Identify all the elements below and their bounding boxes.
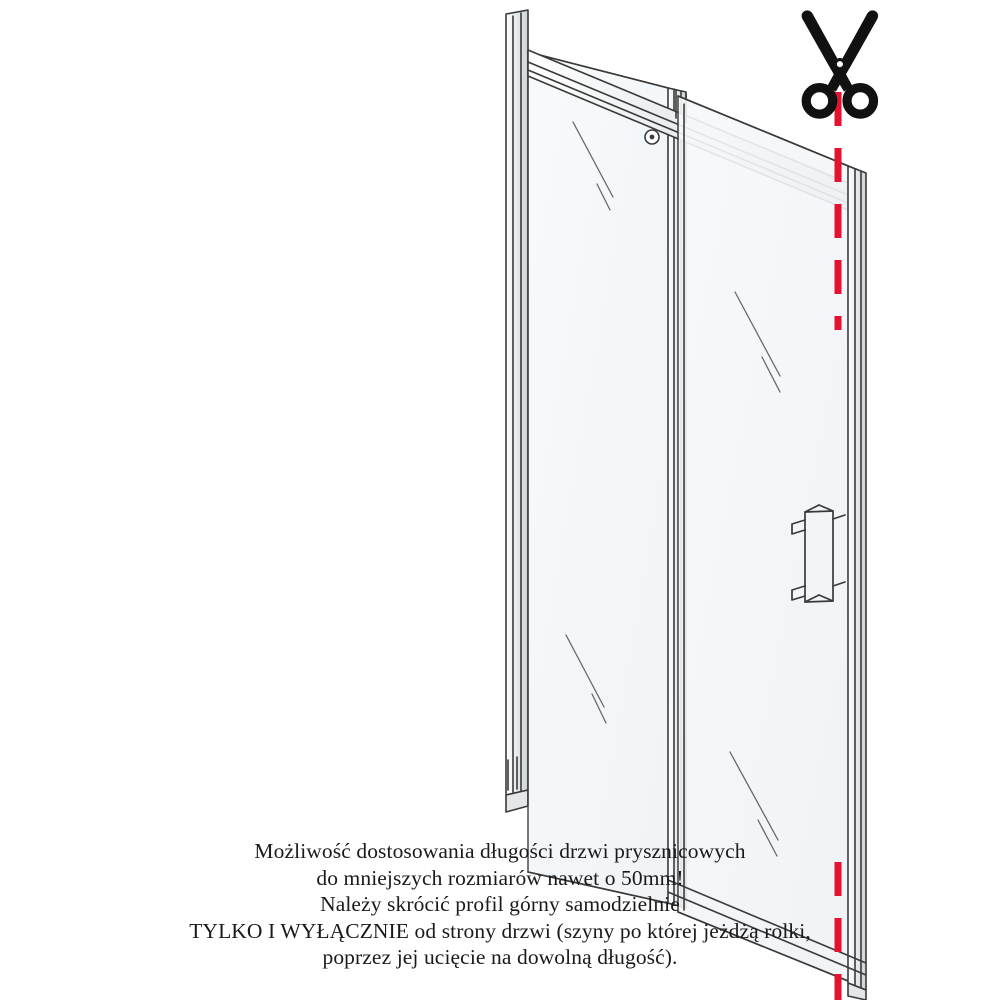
- roller-wheel: [645, 130, 659, 144]
- caption-line-2: do mniejszych rozmiarów nawet o 50mm!: [316, 865, 684, 890]
- caption-line-5: poprzez jej ucięcie na dowolną długość).: [322, 945, 678, 969]
- fixed-glass-panel: [528, 52, 676, 905]
- wall-profile: [506, 10, 528, 812]
- caption-line-1: Możliwość dostosowania długości drzwi prysznicowych: [254, 839, 746, 863]
- caption-line-3: Należy skrócić profil górny samodzielnie: [320, 892, 680, 916]
- caption-line-4: TYLKO I WYŁĄCZNIE od strony drzwi (szyny po której jeżdżą rolki,: [189, 918, 811, 943]
- caption-block: [0, 838, 1000, 971]
